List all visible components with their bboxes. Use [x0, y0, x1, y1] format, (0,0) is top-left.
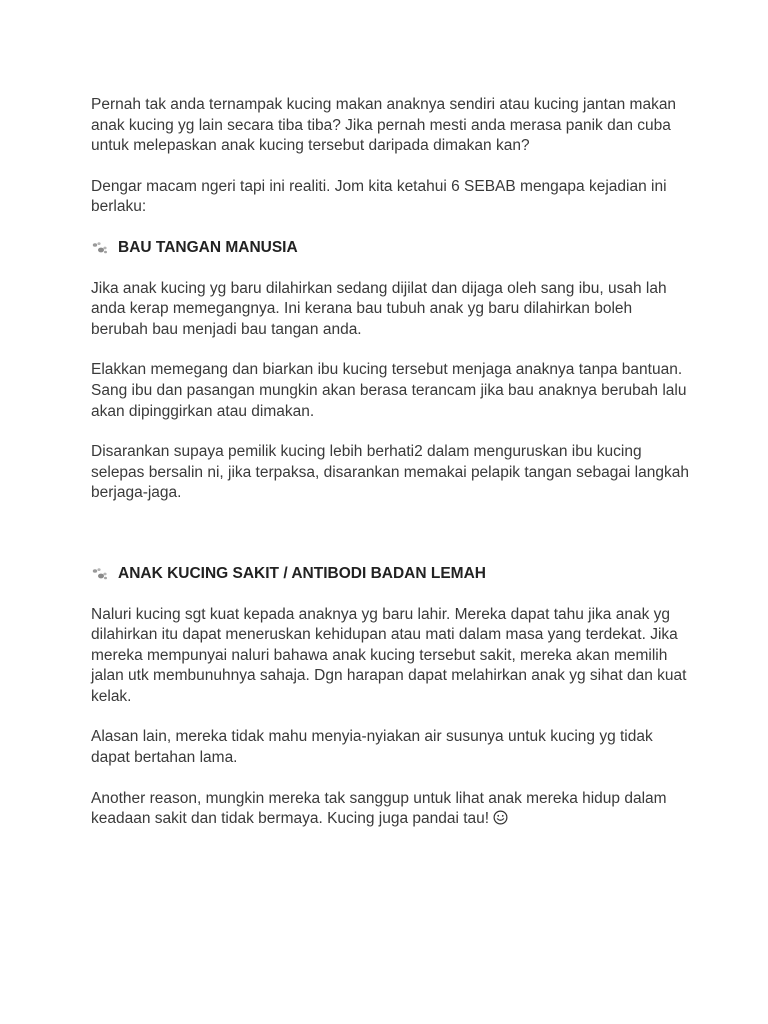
intro-paragraph-2: Dengar macam ngeri tapi ini realiti. Jom kita ketahui 6 SEBAB mengapa kejadian ini berlaku:	[91, 177, 667, 216]
intro-paragraph-1: Pernah tak anda ternampak kucing makan anaknya sendiri atau kucing jantan makan anak kucing yg lain secara tiba tiba? Jika pernah mesti anda merasa panik dan cuba untuk melepaskan anak kucing tersebut daripada dimakan kan?	[91, 96, 677, 155]
section-heading-2	[91, 564, 691, 585]
section-spacer	[91, 524, 691, 564]
section-1-paragraph-1: Jika anak kucing yg baru dilahirkan sedang dijilat dan dijaga oleh sang ibu, usah lah anda kerap memegangnya. Ini kerana bau tubuh anak yg baru dilahirkan boleh berubah bau menjadi bau tangan anda.	[91, 279, 667, 338]
document-page	[91, 95, 691, 850]
closing-text: Another reason, mungkin mereka tak sanggup untuk lihat anak mereka hidup dalam keadaan sakit dan tidak bermaya. Kucing juga pandai tau!	[91, 789, 667, 828]
section-2-paragraph-1: Naluri kucing sgt kuat kepada anaknya yg baru lahir. Mereka dapat tahu jika anak yg dilahirkan itu dapat meneruskan kehidupan atau mati dalam masa yang terdekat. Jika mereka mempunyai naluri bahawa anak kucing tersebut sakit, mereka akan memilih jalan utk membunuhnya sahaja. Dgn harapan dapat melahirkan anak yg sihat dan kuat kelak.	[91, 605, 687, 705]
paw-print-icon	[91, 567, 109, 581]
section-heading-1	[91, 238, 691, 259]
smiley-icon	[493, 810, 508, 825]
section-2-paragraph-2: Alasan lain, mereka tidak mahu menyia-nyiakan air susunya untuk kucing yg tidak dapat bertahan lama.	[91, 728, 653, 767]
section-heading-text: BAU TANGAN MANUSIA	[118, 238, 298, 256]
section-2-paragraph-3	[91, 789, 691, 830]
paw-print-icon	[91, 241, 109, 255]
section-heading-text: ANAK KUCING SAKIT / ANTIBODI BADAN LEMAH	[118, 564, 486, 582]
section-1-paragraph-3: Disarankan supaya pemilik kucing lebih berhati2 dalam menguruskan ibu kucing selepas bersalin ni, jika terpaksa, disarankan memakai pelapik tangan sebagai langkah berjaga-jaga.	[91, 443, 689, 502]
section-1-paragraph-2: Elakkan memegang dan biarkan ibu kucing tersebut menjaga anaknya tanpa bantuan. Sang ibu dan pasangan mungkin akan berasa terancam jika bau anaknya berubah lalu akan dipinggirkan atau dimakan.	[91, 361, 687, 420]
